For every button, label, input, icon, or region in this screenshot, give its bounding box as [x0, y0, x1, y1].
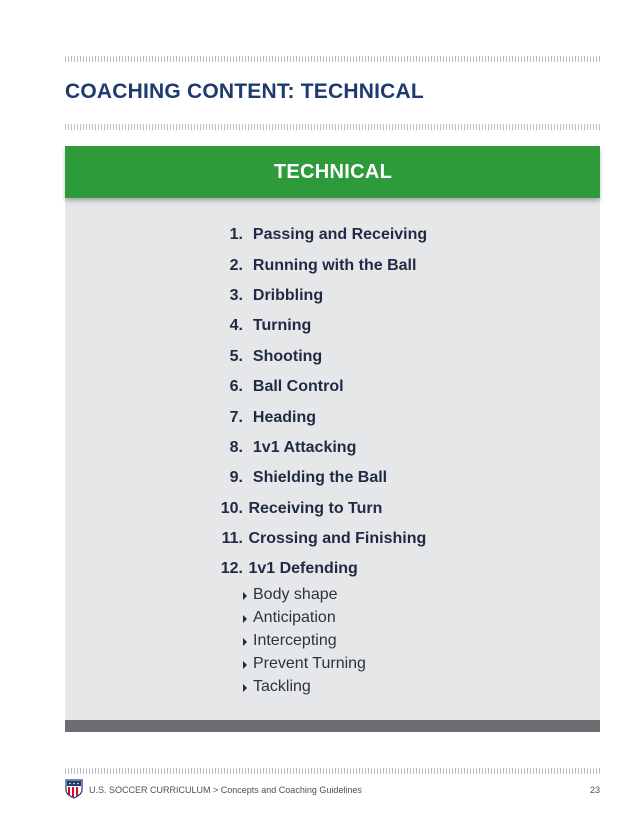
item-label: Shooting [252, 347, 323, 365]
sub-item-label: Body shape [253, 586, 338, 604]
item-number: 12. [220, 560, 243, 578]
item-number: 5. [229, 347, 243, 365]
list-item [213, 554, 427, 584]
page-number: 23 [589, 785, 600, 795]
list-item [213, 281, 427, 311]
item-label: 1v1 Defending [248, 560, 358, 578]
item-label: Heading [252, 408, 317, 426]
sub-list-item [243, 630, 427, 653]
list-item [213, 250, 427, 280]
item-number: 11. [221, 530, 243, 548]
footer-divider [65, 768, 600, 774]
sub-item-label: Anticipation [253, 609, 336, 627]
item-number: 10. [220, 499, 243, 517]
item-number: 2. [229, 256, 243, 274]
bullet-triangle-icon [243, 684, 247, 692]
bullet-triangle-icon [243, 638, 247, 646]
list-item [213, 402, 427, 432]
list-item [213, 433, 427, 463]
sub-list-item [243, 676, 427, 699]
item-number: 7. [229, 408, 243, 426]
item-label: Shielding the Ball [252, 469, 388, 487]
bullet-triangle-icon [243, 661, 247, 669]
item-number: 9. [229, 469, 243, 487]
list-item [213, 372, 427, 402]
item-number: 6. [229, 378, 243, 396]
item-number: 1. [229, 226, 243, 244]
item-number: 4. [229, 317, 243, 335]
item-label: Ball Control [252, 378, 344, 396]
footer [65, 779, 600, 803]
list-item [213, 463, 427, 493]
banner-title: TECHNICAL [273, 160, 393, 183]
item-label: Receiving to Turn [248, 499, 383, 517]
item-label: Dribbling [252, 286, 324, 304]
bullet-triangle-icon [243, 615, 247, 623]
sub-list [243, 584, 427, 699]
list-item [213, 494, 427, 524]
us-soccer-crest-icon [65, 779, 83, 799]
sub-list-item [243, 607, 427, 630]
item-number: 8. [229, 438, 243, 456]
page-heading: COACHING CONTENT: TECHNICAL [65, 80, 424, 103]
defending-subitems [213, 584, 427, 699]
sub-list-item [243, 584, 427, 607]
item-label: Running with the Ball [252, 256, 417, 274]
list-item [213, 524, 427, 554]
sub-item-label: Intercepting [253, 632, 337, 650]
sub-list-item [243, 653, 427, 676]
list-item [213, 311, 427, 341]
item-number: 3. [229, 286, 243, 304]
heading-divider [65, 124, 600, 130]
list-item [213, 342, 427, 372]
bullet-triangle-icon [243, 592, 247, 600]
panel-banner [65, 146, 600, 198]
footer-text: U.S. SOCCER CURRICULUM > Concepts and Coaching Guidelines [89, 785, 362, 795]
panel-bottom-bar [65, 720, 600, 732]
item-label: Crossing and Finishing [248, 530, 427, 548]
item-label: Passing and Receiving [252, 226, 428, 244]
list-item [213, 220, 427, 250]
item-label: Turning [252, 317, 312, 335]
sub-item-label: Prevent Turning [253, 655, 366, 673]
item-label: 1v1 Attacking [252, 438, 357, 456]
technical-list [213, 220, 427, 699]
top-divider [65, 56, 600, 62]
technical-panel [65, 146, 600, 732]
sub-item-label: Tackling [253, 678, 311, 696]
